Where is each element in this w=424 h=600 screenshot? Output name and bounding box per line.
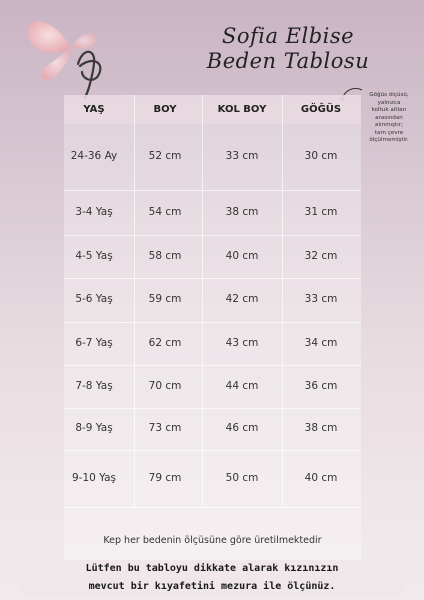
table-header-cell: KOL BOY — [217, 104, 267, 115]
table-cell: 33 cm — [304, 293, 338, 305]
note-line: ölçülmemiştir. — [369, 137, 409, 143]
table-header-cell: GÖĞÜS — [300, 104, 342, 115]
table-cell: 9-10 Yaş — [71, 471, 117, 484]
table-cell: 62 cm — [148, 336, 182, 349]
table-cell: 7-8 Yaş — [75, 379, 113, 392]
table-cell: 8-9 Yaş — [75, 422, 113, 434]
table-cell: 73 cm — [148, 422, 182, 434]
table-cell: 59 cm — [148, 293, 182, 305]
table-cell: 3-4 Yaş — [75, 205, 113, 218]
table-cell: 42 cm — [225, 293, 259, 305]
table-cell: 6-7 Yaş — [75, 336, 113, 349]
row-divider — [64, 507, 361, 508]
table-cell: 43 cm — [225, 336, 259, 349]
note-line: alınmıştır; — [375, 122, 403, 128]
measurement-instruction — [20, 560, 404, 596]
table-cell: 44 cm — [225, 379, 259, 392]
table-cell: 40 cm — [225, 249, 259, 262]
table-cell: 38 cm — [225, 205, 259, 218]
table-cell: 24-36 Ay — [70, 150, 118, 162]
note-line: yalnızca — [377, 99, 401, 106]
size-table — [64, 95, 361, 563]
table-header-cell: YAŞ — [83, 104, 105, 115]
row-divider — [64, 235, 361, 236]
table-cell: 34 cm — [304, 336, 338, 349]
table-cell: 54 cm — [148, 205, 182, 218]
page-title — [198, 24, 378, 74]
table-cell: 70 cm — [148, 379, 182, 392]
table-cell: 58 cm — [148, 249, 182, 262]
row-divider — [64, 190, 361, 191]
row-divider — [64, 322, 361, 323]
table-cell: 4-5 Yaş — [75, 249, 113, 262]
table-cell: 46 cm — [225, 422, 259, 434]
title-line-2: Beden Tablosu — [206, 49, 370, 73]
footer-note: Kep her bedenin ölçüsüne göre üretilmektedir — [103, 535, 322, 546]
row-divider — [64, 408, 361, 409]
row-divider — [64, 278, 361, 279]
instruction-line-1: Lütfen bu tabloyu dikkate alarak kızınızın — [85, 563, 339, 574]
table-cell: 5-6 Yaş — [75, 293, 113, 305]
note-line: Göğüs ölçüsü, — [369, 92, 409, 98]
chest-measurement-note — [360, 92, 418, 145]
table-cell: 36 cm — [304, 379, 338, 392]
instruction-line-2: mevcut bir kıyafetini mezura ile ölçünüz. — [88, 581, 336, 592]
note-line: arasından — [375, 114, 403, 121]
note-line: tam çevre — [374, 129, 404, 136]
row-divider — [64, 365, 361, 366]
table-cell: 50 cm — [225, 471, 259, 484]
note-line: koltuk altları — [371, 107, 407, 113]
table-header-cell: BOY — [153, 104, 177, 115]
butterfly-logo-icon — [22, 12, 122, 104]
row-divider — [64, 450, 361, 451]
table-cell: 52 cm — [148, 150, 182, 162]
table-cell: 40 cm — [304, 471, 338, 484]
table-cell: 31 cm — [304, 205, 338, 218]
table-cell: 38 cm — [304, 422, 338, 434]
table-cell: 30 cm — [304, 150, 338, 162]
title-line-1: Sofia Elbise — [221, 24, 355, 48]
table-cell: 32 cm — [304, 249, 338, 262]
table-cell: 79 cm — [148, 471, 182, 484]
table-cell: 33 cm — [225, 150, 259, 162]
